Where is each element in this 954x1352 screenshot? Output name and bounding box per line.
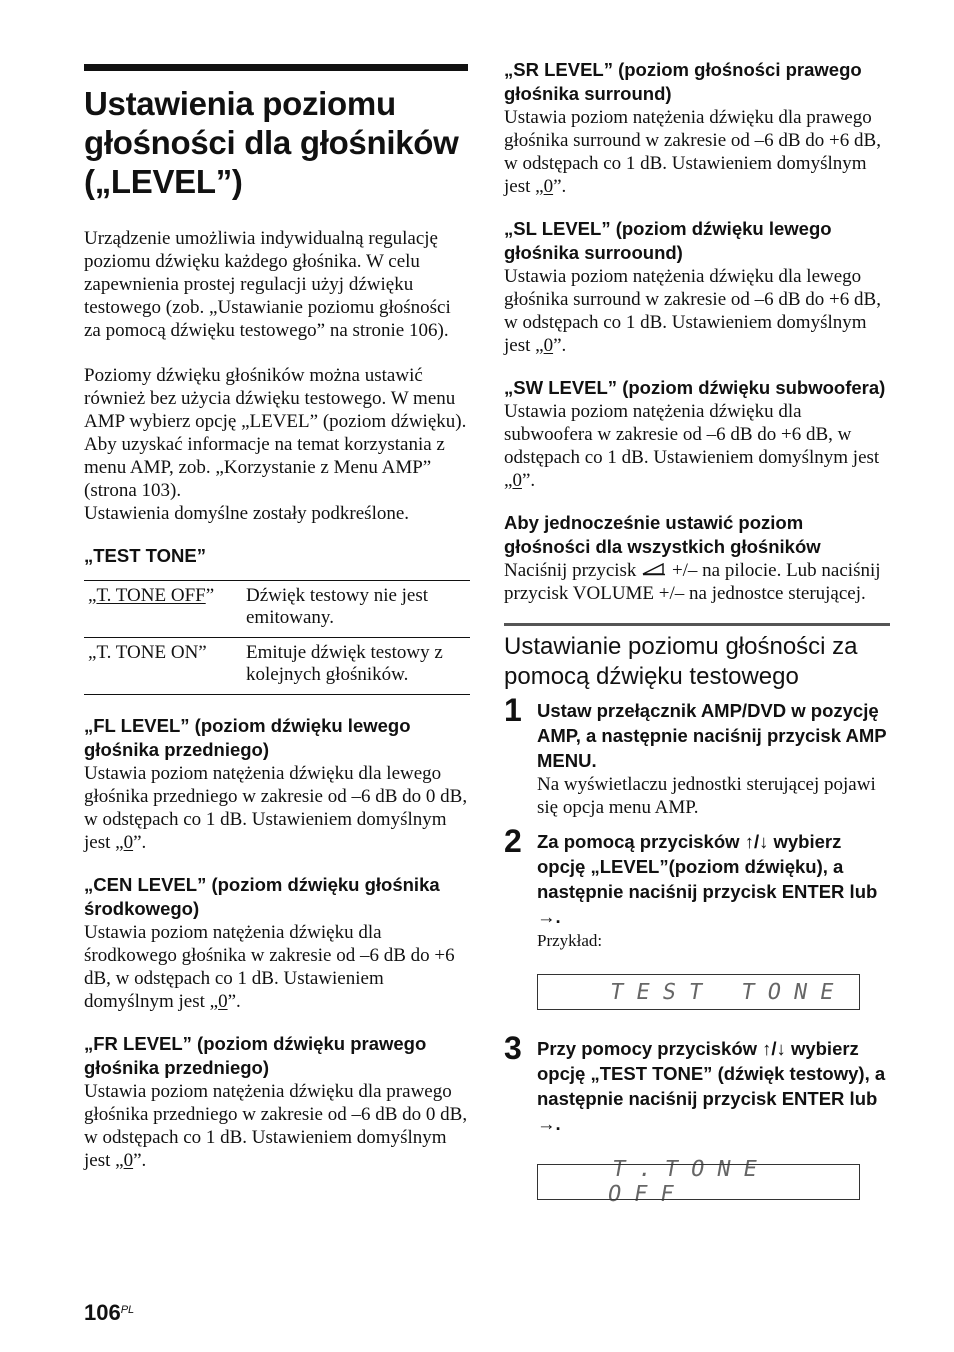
title-rule: [84, 64, 468, 71]
intro-paragraph-1: Urządzenie umożliwia indywidualną regulację poziomu dźwięku każdego głośnika. W celu zapewnienia prostej regulacji użyj dźwięku testowego (zob. „Ustawianie poziomu głośności za pomocą dźwięku testowego” na stronie 106).: [84, 228, 451, 341]
sr-level-heading: „SR LEVEL” (poziom głośności prawego głośnika surround): [504, 59, 862, 104]
fr-level-heading: „FR LEVEL” (poziom dźwięku prawego głośnika przedniego): [84, 1033, 427, 1078]
sl-level-heading: „SL LEVEL” (poziom dźwięku lewego głośnika surroound): [504, 218, 832, 263]
option-description: Emituje dźwięk testowy z kolejnych głośników.: [242, 638, 470, 695]
step-1: [504, 692, 890, 819]
right-column: [504, 58, 890, 1207]
table-row: [84, 581, 470, 638]
all-speakers-text: Naciśnij przycisk +/– na pilocie. Lub naciśnij przycisk VOLUME +/– na jednostce sterującej.: [504, 560, 881, 604]
option-key: „T. TONE OFF”: [84, 581, 242, 638]
intro-paragraph-2: Poziomy dźwięku głośników można ustawić również bez użycia dźwięku testowego. W menu AMP wybierz opcję „LEVEL” (poziom dźwięku). Aby uzyskać informacje na temat korzystania z menu AMP, zob. „Korzystanie z Menu AMP” (strona 103).: [84, 365, 467, 501]
defaults-note: Ustawienia domyślne zostały podkreślone.: [84, 503, 410, 524]
right-arrow-icon: →: [537, 906, 556, 927]
section-rule: [504, 623, 890, 626]
step-note: Na wyświetlaczu jednostki sterującej pojawi się opcja menu AMP.: [537, 774, 876, 818]
fl-level-text: Ustawia poziom natężenia dźwięku dla lewego głośnika przedniego w zakresie od –6 dB do 0 dB, w odstępach co 1 dB. Ustawieniem domyślnym jest „0”.: [84, 763, 468, 853]
sl-level-text: Ustawia poziom natężenia dźwięku dla lewego głośnika surround w zakresie od –6 dB do +6 dB, w odstępach co 1 dB. Ustawieniem domyślnym jest „0”.: [504, 266, 881, 356]
step-number: 3: [504, 1030, 522, 1066]
step-3: [504, 1030, 890, 1207]
default-option: T. TONE OFF: [96, 585, 206, 606]
step-instruction: Ustaw przełącznik AMP/DVD w pozycję AMP, a następnie naciśnij przycisk AMP MENU.: [537, 700, 887, 771]
display-readout: TEST TONE: [607, 979, 849, 1005]
table-row: [84, 638, 470, 695]
all-speakers-heading: Aby jednocześnie ustawić poziom głośności dla wszystkich głośników: [504, 512, 821, 557]
sw-level-heading: „SW LEVEL” (poziom dźwięku subwoofera): [504, 377, 886, 398]
step-2: [504, 823, 890, 1010]
sw-level-text: Ustawia poziom natężenia dźwięku dla subwoofera w zakresie od –6 dB do +6 dB, w odstępach co 1 dB. Ustawieniem domyślnym jest „0”.: [504, 401, 880, 491]
cen-level-text: Ustawia poziom natężenia dźwięku dla środkowego głośnika w zakresie od –6 dB do +6 dB, w odstępach co 1 dB. Ustawieniem domyślnym jest „0”.: [84, 922, 455, 1012]
step-instruction: Za pomocą przycisków ↑/↓ wybierz opcję „LEVEL”(poziom dźwięku), a następnie naciśnij przycisk ENTER lub →.: [537, 831, 878, 927]
fr-level-text: Ustawia poziom natężenia dźwięku dla prawego głośnika przedniego w zakresie od –6 dB do 0 dB, w odstępach co 1 dB. Ustawieniem domyślnym jest „0”.: [84, 1081, 468, 1171]
option-description: Dźwięk testowy nie jest emitowany.: [242, 581, 470, 638]
test-tone-table: [84, 580, 470, 695]
test-tone-heading: „TEST TONE”: [84, 545, 206, 566]
volume-icon: [641, 559, 667, 582]
step-number: 1: [504, 692, 522, 728]
step-number: 2: [504, 823, 522, 859]
option-key: „T. TONE ON”: [84, 638, 242, 695]
section-title: Ustawianie poziomu głośności za pomocą dźwięku testowego: [504, 633, 858, 690]
sr-level-text: Ustawia poziom natężenia dźwięku dla prawego głośnika surround w zakresie od –6 dB do +6 dB, w odstępach co 1 dB. Ustawieniem domyślnym jest „0”.: [504, 107, 881, 197]
page-number: $106^{PL}$: [84, 1300, 135, 1325]
step-instruction: Przy pomocy przycisków ↑/↓ wybierz opcję „TEST TONE” (dźwięk testowy), a następnie naciśnij przycisk ENTER lub →.: [537, 1038, 886, 1134]
step-note: Przykład:: [537, 931, 603, 950]
display-readout: T.TONE OFF: [605, 1157, 772, 1207]
up-down-arrow-icon: ↑/↓: [744, 831, 769, 852]
left-column: [84, 64, 470, 1172]
page-title: Ustawienia poziomu głośności dla głośników („LEVEL”): [84, 85, 459, 200]
right-arrow-icon: →: [537, 1113, 556, 1134]
cen-level-heading: „CEN LEVEL” (poziom dźwięku głośnika środkowego): [84, 874, 440, 919]
up-down-arrow-icon: ↑/↓: [762, 1038, 786, 1059]
fl-level-heading: „FL LEVEL” (poziom dźwięku lewego głośnika przedniego): [84, 715, 411, 760]
display-panel: [537, 974, 860, 1010]
display-panel: [537, 1157, 860, 1207]
